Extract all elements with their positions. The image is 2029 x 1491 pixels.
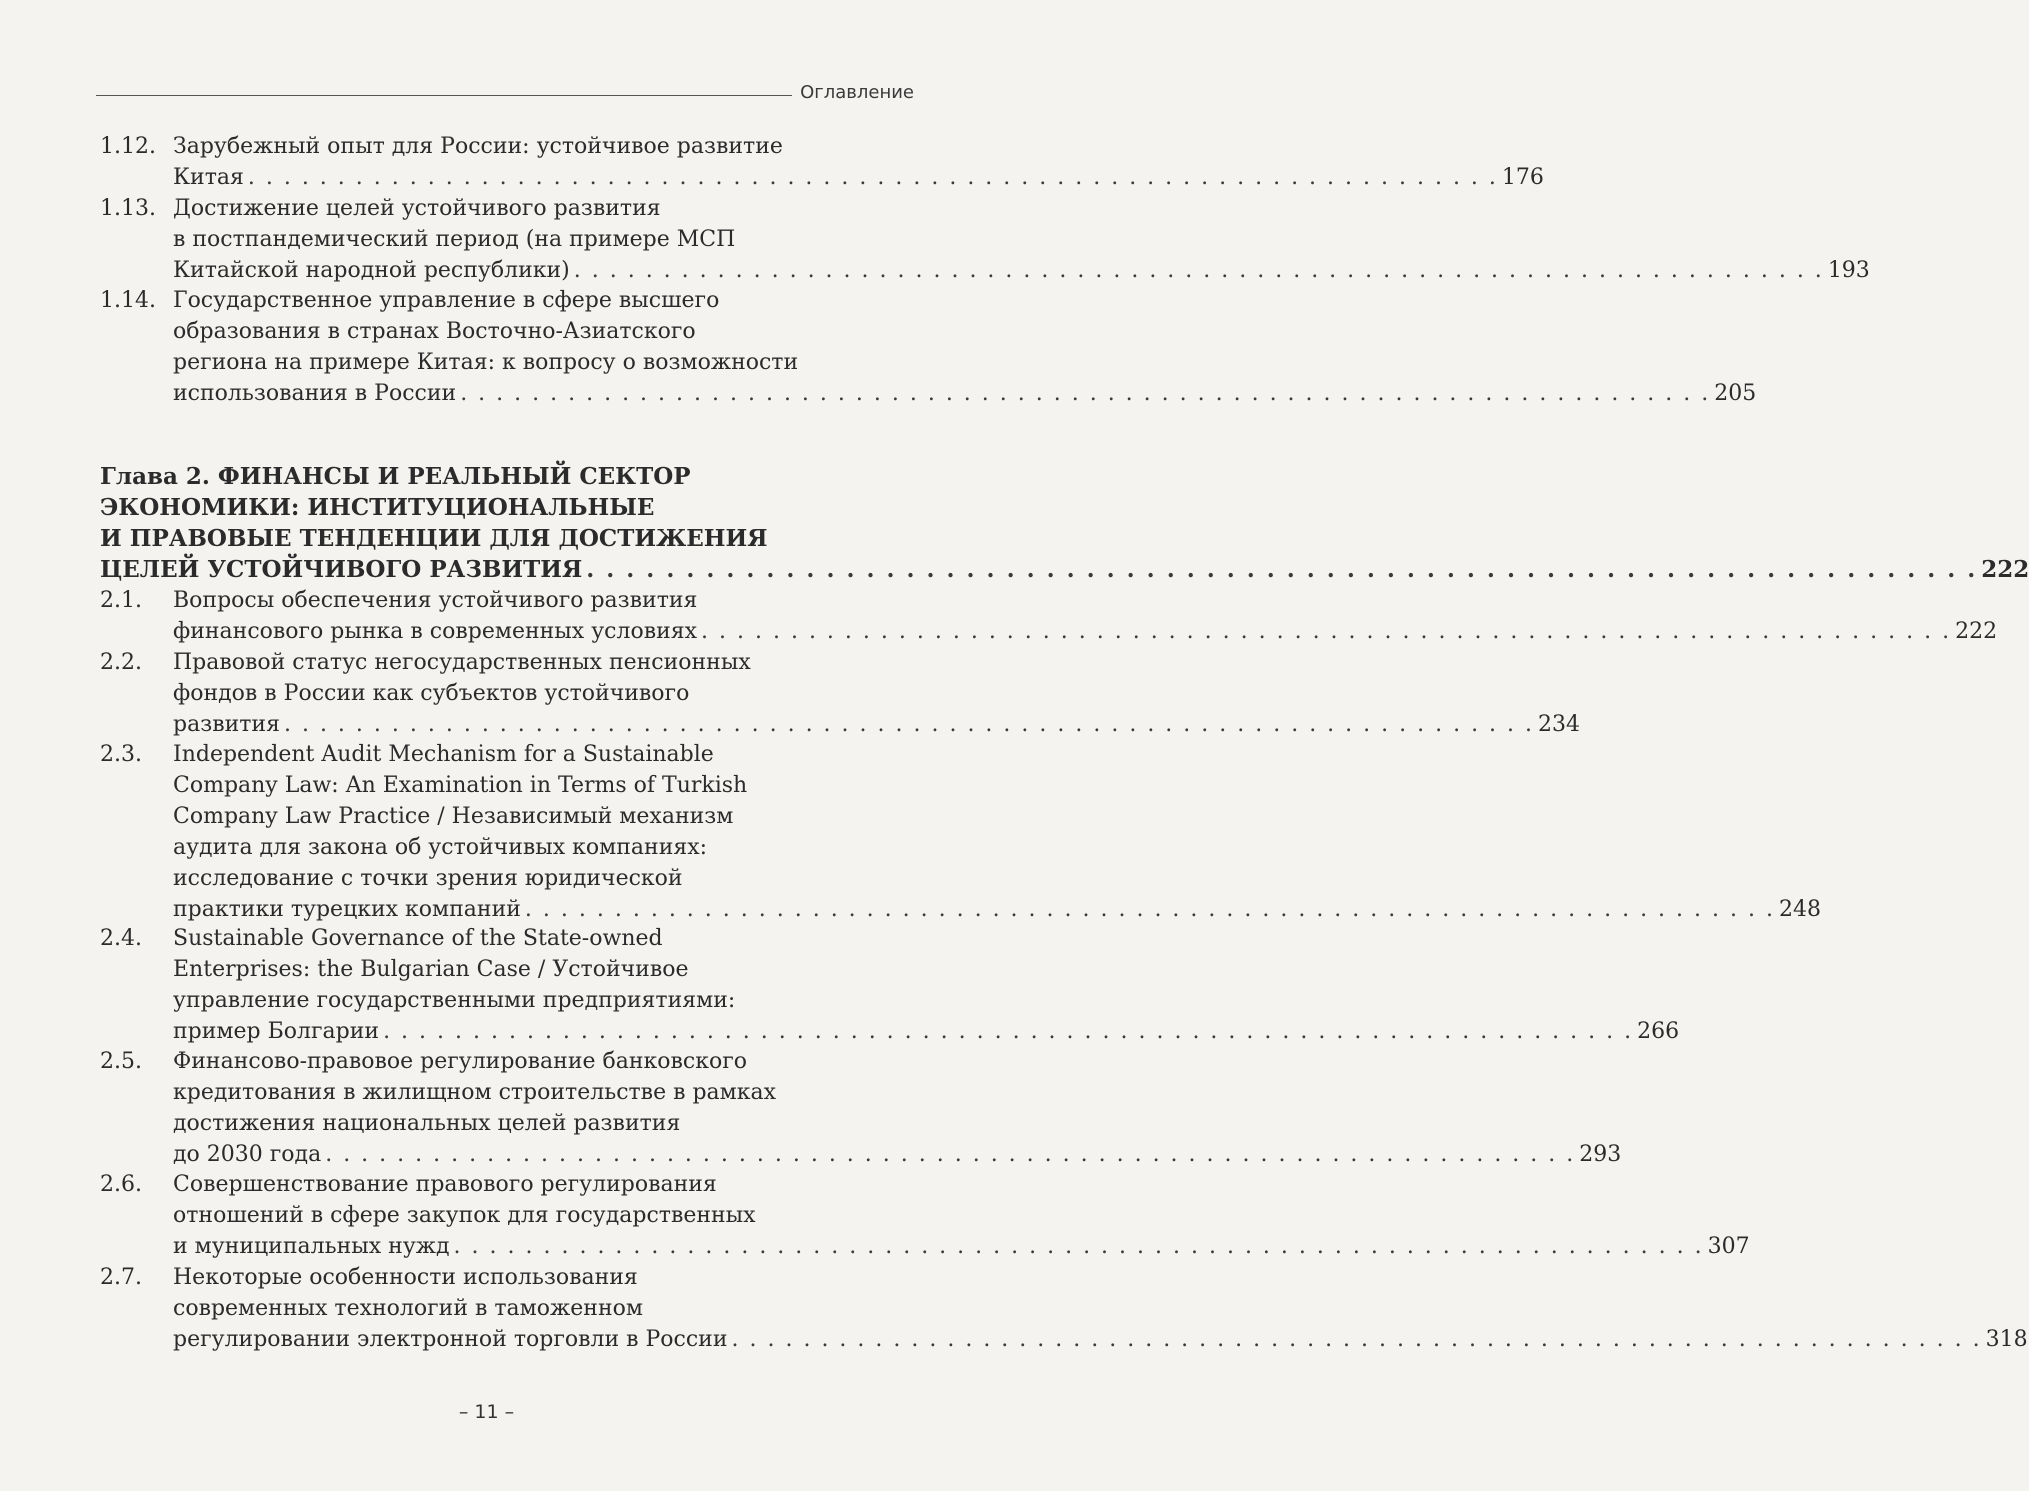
toc-line xyxy=(100,316,890,347)
toc-line xyxy=(100,224,890,255)
page-ref: 293 xyxy=(1579,1142,1622,1167)
toc-line xyxy=(100,894,1821,925)
dot-leader: . . . . . . . . . . . . . . . . . . . . . . . . . . . . . . . . . . . . . . . . . . . . . . . . . . . . . . . . . . . . . . . . . . . . . . xyxy=(383,1019,1634,1044)
section-number: 1.14. xyxy=(100,288,156,313)
toc-line xyxy=(100,1231,1750,1262)
section-number: 2.2. xyxy=(100,650,142,675)
section-number: 2.1. xyxy=(100,588,142,613)
page-ref: 307 xyxy=(1707,1234,1750,1259)
entry-title-line: ЦЕЛЕЙ УСТОЙЧИВОГО РАЗВИТИЯ xyxy=(100,556,583,583)
entry-title-line: ЭКОНОМИКИ: ИНСТИТУЦИОНАЛЬНЫЕ xyxy=(100,494,655,521)
entry-title-line: Sustainable Governance of the State-owned xyxy=(173,926,663,951)
dot-leader: . . . . . . . . . . . . . . . . . . . . . . . . . . . . . . . . . . . . . . . . . . . . . . . . . . . . . . . . . . . . . . . . . . . . . . xyxy=(731,1327,1982,1352)
entry-title-line: Китайской народной республики) xyxy=(173,258,570,283)
entry-title-line: и муниципальных нужд xyxy=(173,1234,450,1259)
toc-line xyxy=(100,1046,890,1077)
entry-title-line: достижения национальных целей развития xyxy=(173,1111,681,1136)
toc-line xyxy=(100,1077,890,1108)
toc-line xyxy=(100,1262,890,1293)
entry-title-line: развития xyxy=(173,712,280,737)
entry-title-line: регулировании электронной торговли в России xyxy=(173,1327,728,1352)
toc-line xyxy=(100,554,2029,585)
toc-line xyxy=(100,647,890,678)
running-head-title: Оглавление xyxy=(800,82,914,103)
running-head xyxy=(96,80,914,108)
toc-line xyxy=(100,770,890,801)
entry-title-line: современных технологий в таможенном xyxy=(173,1296,643,1321)
toc-line xyxy=(100,131,890,162)
toc-line xyxy=(100,616,1998,647)
entry-title-line: образования в странах Восточно-Азиатского xyxy=(173,319,696,344)
toc-line xyxy=(100,193,890,224)
entry-title-line: Independent Audit Mechanism for a Sustainable xyxy=(173,742,714,767)
page-ref: 222 xyxy=(1955,619,1998,644)
entry-title-line: Вопросы обеспечения устойчивого развития xyxy=(173,588,698,613)
dot-leader: . . . . . . . . . . . . . . . . . . . . . . . . . . . . . . . . . . . . . . . . . . . . . . . . . . . . . . . . . . . . . . . . . . . . . . xyxy=(247,165,1498,190)
toc-line xyxy=(100,347,890,378)
entry-title-line: аудита для закона об устойчивых компаниях: xyxy=(173,835,708,860)
dot-leader: . . . . . . . . . . . . . . . . . . . . . . . . . . . . . . . . . . . . . . . . . . . . . . . . . . . . . . . . . . . . . . . . . . . . . . xyxy=(283,712,1535,737)
section-number: 1.13. xyxy=(100,196,156,221)
entry-title-line: Правовой статус негосударственных пенсионных xyxy=(173,650,751,675)
entry-title-line: Enterprises: the Bulgarian Case / Устойчивое xyxy=(173,957,689,982)
entry-title-line: пример Болгарии xyxy=(173,1019,380,1044)
entry-title-line: практики турецких компаний xyxy=(173,897,521,922)
entry-title-line: использования в России xyxy=(173,381,457,406)
page-ref: 222 xyxy=(1981,556,2029,583)
page-number: – 11 – xyxy=(458,1401,515,1423)
toc-line xyxy=(100,1169,890,1200)
section-number: 1.12. xyxy=(100,134,156,159)
toc-line xyxy=(100,832,890,863)
toc-line xyxy=(100,492,890,523)
toc-line xyxy=(100,709,1581,740)
toc-line xyxy=(100,162,1544,193)
toc-line xyxy=(100,1139,1622,1170)
toc-line xyxy=(100,1293,890,1324)
entry-title-line: Некоторые особенности использования xyxy=(173,1265,638,1290)
section-number: 2.6. xyxy=(100,1172,142,1197)
page-ref: 234 xyxy=(1538,712,1581,737)
toc-line xyxy=(100,1324,2028,1355)
section-number: 2.7. xyxy=(100,1265,142,1290)
entry-title-line: И ПРАВОВЫЕ ТЕНДЕНЦИИ ДЛЯ ДОСТИЖЕНИЯ xyxy=(100,525,768,552)
toc-line xyxy=(100,1016,1680,1047)
entry-title-line: фондов в России как субъектов устойчивого xyxy=(173,681,690,706)
dot-leader: . . . . . . . . . . . . . . . . . . . . . . . . . . . . . . . . . . . . . . . . . . . . . . . . . . . . . . . . . . . . . . . . . . . . . . xyxy=(453,1234,1704,1259)
page-ref: 193 xyxy=(1827,258,1870,283)
entry-title-line: Company Law: An Examination in Terms of Turkish xyxy=(173,773,748,798)
toc-line xyxy=(100,378,1757,409)
dot-leader: . . . . . . . . . . . . . . . . . . . . . . . . . . . . . . . . . . . . . . . . . . . . . . . . . . . . . . . . . . . . . . . . . . . . . . xyxy=(573,258,1824,283)
entry-title-line: региона на примере Китая: к вопросу о возможности xyxy=(173,350,799,375)
entry-title-line: в постпандемический период (на примере МСП xyxy=(173,227,736,252)
entry-title-line: Глава 2. ФИНАНСЫ И РЕАЛЬНЫЙ СЕКТОР xyxy=(100,463,691,490)
entry-title-line: финансового рынка в современных условиях xyxy=(173,619,698,644)
dot-leader: . . . . . . . . . . . . . . . . . . . . . . . . . . . . . . . . . . . . . . . . . . . . . . . . . . . . . . . . . . . . . . . . . . . . . . xyxy=(325,1142,1576,1167)
entry-title-line: Зарубежный опыт для России: устойчивое развитие xyxy=(173,134,783,159)
entry-title-line: исследование с точки зрения юридической xyxy=(173,866,683,891)
page-ref: 205 xyxy=(1714,381,1757,406)
toc-line xyxy=(100,523,890,554)
dot-leader: . . . . . . . . . . . . . . . . . . . . . . . . . . . . . . . . . . . . . . . . . . . . . . . . . . . . . . . . . . . . . . . . . . . . . . xyxy=(460,381,1711,406)
dot-leader: . . . . . . . . . . . . . . . . . . . . . . . . . . . . . . . . . . . . . . . . . . . . . . . . . . . . . . . . . . . . . . . . . . . . . . xyxy=(701,619,1952,644)
section-number: 2.4. xyxy=(100,926,142,951)
toc-line xyxy=(100,678,890,709)
page-ref: 266 xyxy=(1637,1019,1680,1044)
page-ref: 318 xyxy=(1985,1327,2028,1352)
section-number: 2.3. xyxy=(100,742,142,767)
entry-title-line: Совершенствование правового регулирования xyxy=(173,1172,717,1197)
entry-title-line: Государственное управление в сфере высшего xyxy=(173,288,720,313)
toc-line xyxy=(100,801,890,832)
toc-line xyxy=(100,739,890,770)
entry-title-line: Company Law Practice / Независимый механизм xyxy=(173,804,734,829)
toc-line xyxy=(100,461,890,492)
toc-line xyxy=(100,923,890,954)
toc-line xyxy=(100,863,890,894)
entry-title-line: управление государственными предприятиями: xyxy=(173,988,736,1013)
page-ref: 248 xyxy=(1778,897,1821,922)
entry-title-line: Достижение целей устойчивого развития xyxy=(173,196,661,221)
entry-title-line: до 2030 года xyxy=(173,1142,322,1167)
section-number: 2.5. xyxy=(100,1049,142,1074)
page-ref: 176 xyxy=(1501,165,1544,190)
entry-title-line: Финансово-правовое регулирование банковского xyxy=(173,1049,748,1074)
entry-title-line: Китая xyxy=(173,165,244,190)
entry-title-line: кредитования в жилищном строительстве в рамках xyxy=(173,1080,777,1105)
header-rule xyxy=(96,95,792,96)
toc-line xyxy=(100,954,890,985)
toc-line xyxy=(100,585,890,616)
toc-line xyxy=(100,255,1870,286)
toc-line xyxy=(100,285,890,316)
entry-title-line: отношений в сфере закупок для государственных xyxy=(173,1203,756,1228)
toc-line xyxy=(100,1200,890,1231)
toc-line xyxy=(100,1108,890,1139)
toc-line xyxy=(100,985,890,1016)
dot-leader: . . . . . . . . . . . . . . . . . . . . . . . . . . . . . . . . . . . . . . . . . . . . . . . . . . . . . . . . . . . . . . . . . . . . . . xyxy=(586,556,1978,583)
dot-leader: . . . . . . . . . . . . . . . . . . . . . . . . . . . . . . . . . . . . . . . . . . . . . . . . . . . . . . . . . . . . . . . . . . . . . . xyxy=(524,897,1775,922)
